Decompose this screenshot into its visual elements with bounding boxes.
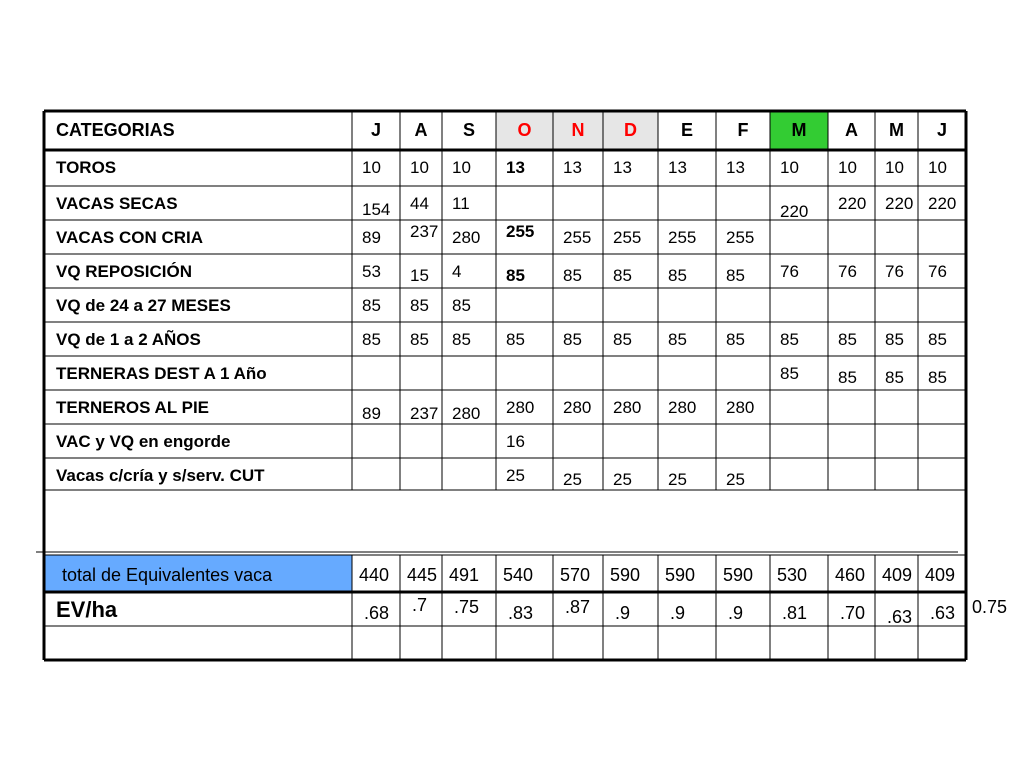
ev-cell: .68 bbox=[364, 603, 390, 623]
table-cell: 11 bbox=[452, 194, 470, 213]
table-cell: 220 bbox=[928, 194, 957, 213]
total-label: total de Equivalentes vaca bbox=[62, 565, 273, 585]
table-cell: 85 bbox=[726, 330, 745, 349]
table-cell: 154 bbox=[362, 200, 391, 219]
table-cell: 255 bbox=[563, 228, 592, 247]
table-cell: 237 bbox=[410, 222, 439, 241]
table-cell: 85 bbox=[668, 266, 687, 285]
table-cell: 13 bbox=[726, 158, 745, 177]
table-cell: 85 bbox=[780, 364, 799, 383]
row-label: Vacas c/cría y s/serv. CUT bbox=[56, 466, 265, 485]
table-cell: 85 bbox=[928, 330, 947, 349]
month-header: J bbox=[936, 120, 948, 140]
table-cell: 220 bbox=[885, 194, 914, 213]
table-cell: 10 bbox=[780, 158, 799, 177]
table-cell: 85 bbox=[410, 296, 429, 315]
table-cell: 85 bbox=[885, 330, 904, 349]
table-cell: 85 bbox=[452, 296, 471, 315]
table-cell: 76 bbox=[838, 262, 857, 281]
total-cell: 445 bbox=[407, 565, 438, 585]
table-cell: 25 bbox=[726, 470, 745, 489]
table-cell: 85 bbox=[506, 266, 525, 285]
total-cell: 440 bbox=[359, 565, 390, 585]
total-cell: 409 bbox=[882, 565, 913, 585]
table-cell: 85 bbox=[362, 296, 381, 315]
table-cell: 10 bbox=[410, 158, 429, 177]
ev-cell: .81 bbox=[782, 603, 808, 623]
row-label: VACAS CON CRIA bbox=[56, 228, 204, 247]
ev-cell: .87 bbox=[565, 597, 591, 617]
total-cell: 460 bbox=[835, 565, 866, 585]
table-cell: 10 bbox=[838, 158, 857, 177]
month-header: E bbox=[680, 120, 694, 140]
month-header: O bbox=[517, 120, 532, 140]
table-cell: 85 bbox=[452, 330, 471, 349]
table-cell: 44 bbox=[410, 194, 429, 213]
total-cell: 590 bbox=[665, 565, 696, 585]
row-label: VACAS SECAS bbox=[56, 194, 178, 213]
table-cell: 85 bbox=[563, 330, 582, 349]
total-cell: 491 bbox=[449, 565, 480, 585]
table-cell: 85 bbox=[838, 330, 857, 349]
table-cell: 4 bbox=[452, 262, 462, 281]
total-cell: 570 bbox=[560, 565, 591, 585]
table-cell: 76 bbox=[885, 262, 904, 281]
ev-cell: .83 bbox=[508, 603, 534, 623]
month-header: M bbox=[791, 120, 807, 140]
table-cell: 255 bbox=[506, 222, 535, 241]
table-cell: 85 bbox=[780, 330, 799, 349]
table-cell: 25 bbox=[668, 470, 687, 489]
total-cell: 590 bbox=[610, 565, 641, 585]
month-header: N bbox=[571, 120, 585, 140]
ev-cell: .9 bbox=[670, 603, 686, 623]
table-cell: 10 bbox=[452, 158, 471, 177]
table-cell: 280 bbox=[613, 398, 642, 417]
ev-cell: .7 bbox=[412, 595, 428, 615]
month-header: D bbox=[624, 120, 637, 140]
table-cell: 85 bbox=[668, 330, 687, 349]
table-cell: 15 bbox=[410, 266, 429, 285]
outside-value: 0.75 bbox=[972, 597, 1008, 617]
month-header: A bbox=[414, 120, 428, 140]
table-cell: 10 bbox=[928, 158, 947, 177]
ev-cell: .9 bbox=[615, 603, 631, 623]
table-cell: 237 bbox=[410, 404, 439, 423]
row-label: VAC y VQ en engorde bbox=[56, 432, 231, 451]
table-cell: 13 bbox=[668, 158, 687, 177]
table-cell: 85 bbox=[362, 330, 381, 349]
table-cell: 76 bbox=[780, 262, 799, 281]
table-cell: 85 bbox=[613, 266, 632, 285]
total-cell: 540 bbox=[503, 565, 534, 585]
ev-label: EV/ha bbox=[56, 597, 118, 622]
table-cell: 220 bbox=[838, 194, 867, 213]
table-cell: 89 bbox=[362, 404, 381, 423]
month-header: M bbox=[889, 120, 904, 140]
ev-cell: .63 bbox=[887, 607, 913, 627]
row-label: VQ de 24 a 27 MESES bbox=[56, 296, 231, 315]
total-cell: 590 bbox=[723, 565, 754, 585]
table-cell: 280 bbox=[506, 398, 535, 417]
table-cell: 280 bbox=[563, 398, 592, 417]
total-cell: 530 bbox=[777, 565, 808, 585]
table-cell: 89 bbox=[362, 228, 381, 247]
table-cell: 13 bbox=[563, 158, 582, 177]
table-cell: 85 bbox=[928, 368, 947, 387]
table-cell: 25 bbox=[613, 470, 632, 489]
month-header: S bbox=[462, 120, 476, 140]
table-cell: 280 bbox=[726, 398, 755, 417]
table-cell: 85 bbox=[838, 368, 857, 387]
table-cell: 220 bbox=[780, 202, 809, 221]
ev-cell: .75 bbox=[454, 597, 480, 617]
ev-cell: .63 bbox=[930, 603, 956, 623]
table-cell: 85 bbox=[885, 368, 904, 387]
row-label: TERNEROS AL PIE bbox=[56, 398, 210, 417]
table-cell: 53 bbox=[362, 262, 381, 281]
total-cell: 409 bbox=[925, 565, 956, 585]
ev-cell: .9 bbox=[728, 603, 744, 623]
table-cell: 10 bbox=[362, 158, 381, 177]
table-cell: 85 bbox=[613, 330, 632, 349]
table-cell: 85 bbox=[410, 330, 429, 349]
table-cell: 280 bbox=[668, 398, 697, 417]
month-header: J bbox=[370, 120, 382, 140]
table-cell: 16 bbox=[506, 432, 525, 451]
table-cell: 85 bbox=[563, 266, 582, 285]
table-cell: 13 bbox=[613, 158, 632, 177]
table-cell: 13 bbox=[506, 158, 525, 177]
row-label: TOROS bbox=[56, 158, 117, 177]
table-cell: 85 bbox=[506, 330, 525, 349]
table-cell: 25 bbox=[506, 466, 525, 485]
table-cell: 280 bbox=[452, 228, 481, 247]
month-header: F bbox=[737, 120, 749, 140]
table-cell: 280 bbox=[452, 404, 481, 423]
table-cell: 255 bbox=[613, 228, 642, 247]
table-cell: 85 bbox=[726, 266, 745, 285]
row-label: VQ de 1 a 2 AÑOS bbox=[56, 330, 201, 349]
table-cell: 25 bbox=[563, 470, 582, 489]
header-label: CATEGORIAS bbox=[56, 120, 175, 140]
table-cell: 10 bbox=[885, 158, 904, 177]
row-label: VQ REPOSICIÓN bbox=[56, 262, 193, 281]
month-header: A bbox=[845, 120, 858, 140]
table-cell: 255 bbox=[668, 228, 697, 247]
row-label: TERNERAS DEST A 1 Año bbox=[56, 364, 267, 383]
ev-cell: .70 bbox=[840, 603, 866, 623]
table-cell: 76 bbox=[928, 262, 947, 281]
table-cell: 255 bbox=[726, 228, 755, 247]
